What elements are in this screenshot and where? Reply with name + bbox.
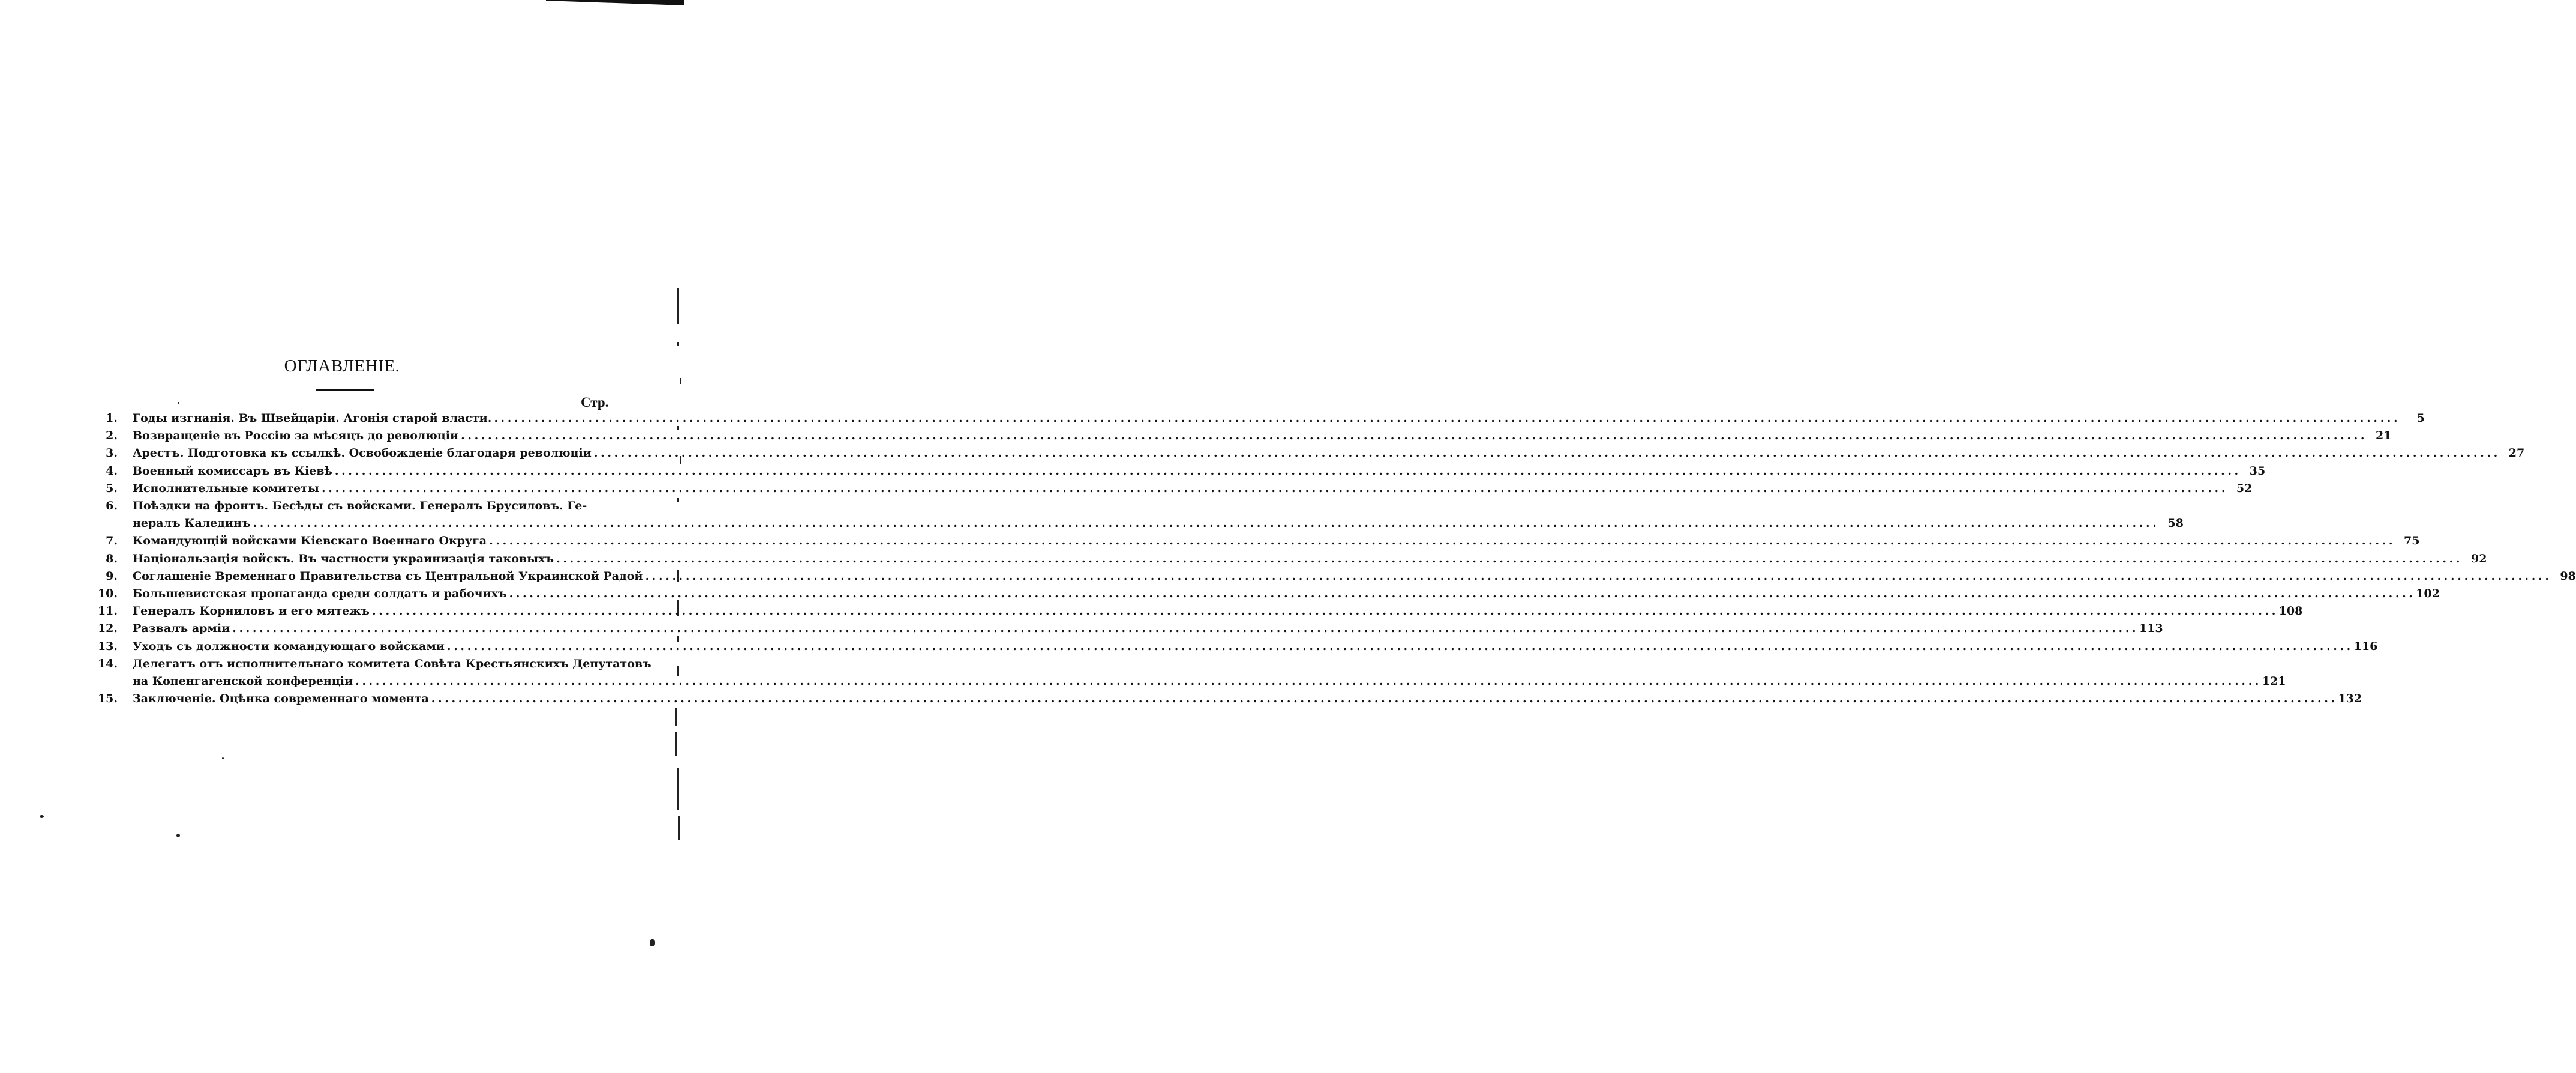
- toc-entry: [90, 638, 2378, 655]
- dot-leader: [507, 585, 2415, 603]
- toc-entry: [90, 585, 2440, 603]
- toc-entry-page: 121: [2262, 675, 2286, 688]
- toc-entry-line: [133, 690, 2362, 708]
- toc-entry: [90, 410, 2425, 427]
- toc-list: [90, 410, 2576, 708]
- toc-entry-page: 58: [2167, 517, 2184, 530]
- toc-entry-number: 3.: [106, 446, 118, 460]
- toc-entry-number: 5.: [106, 481, 118, 495]
- toc-entry: [90, 497, 2184, 532]
- toc-entry-title: Исполнительные комитеты: [133, 481, 319, 495]
- toc-entry-page: 98: [2560, 569, 2576, 583]
- toc-entry-number: 12.: [97, 622, 118, 636]
- toc-entry-line: [133, 445, 2525, 462]
- toc-entry-body: [118, 655, 2286, 690]
- dot-leader: [458, 427, 2366, 445]
- toc-entry-title: Поѣздки на фронтъ. Бесѣды съ войсками. Генералъ Брусиловъ. Ге-: [133, 499, 587, 513]
- toc-entry: [90, 550, 2487, 568]
- heading-rule: [316, 389, 374, 391]
- toc-entry-body: [118, 550, 2487, 568]
- toc-entry-number: 9.: [106, 569, 118, 583]
- toc-entry-line: [133, 410, 2425, 427]
- dot-leader: [332, 463, 2240, 480]
- dot-leader: [643, 568, 2551, 585]
- toc-entry-line: [133, 463, 2266, 480]
- toc-entry-page: 21: [2376, 429, 2392, 443]
- toc-entry-line: [133, 515, 2184, 532]
- toc-entry-number: 13.: [97, 639, 118, 653]
- toc-entry-number: 7.: [106, 534, 118, 548]
- toc-entry-title: Делегатъ отъ исполнительнаго комитета Совѣта Крестьянскихъ Депутатовъ: [133, 657, 651, 670]
- dot-leader: [487, 532, 2394, 550]
- toc-entry-line: [133, 620, 2163, 637]
- toc-entry-page: 132: [2338, 692, 2362, 706]
- toc-entry-line: [133, 638, 2378, 655]
- toc-entry: [90, 480, 2253, 497]
- toc-entry-title: Развалъ арміи: [133, 622, 230, 636]
- dot-leader: [319, 480, 2227, 497]
- toc-entry-page: 113: [2139, 622, 2163, 636]
- toc-entry-body: [118, 603, 2303, 620]
- scan-speck: [650, 939, 655, 946]
- dot-leader: [445, 638, 2352, 655]
- page-column-label: Стр.: [581, 395, 609, 410]
- toc-entry-title: Арестъ. Подготовка къ ссылкѣ. Освобожденіе благодаря революціи: [133, 446, 592, 460]
- toc-entry-number: 2.: [106, 429, 118, 443]
- toc-entry-page: 75: [2404, 534, 2420, 548]
- toc-entry-number: 1.: [106, 412, 118, 425]
- dot-leader: [230, 620, 2137, 637]
- toc-entry-number: 11.: [97, 604, 118, 618]
- toc-entry: [90, 568, 2576, 585]
- toc-entry-title: Соглашеніе Временнаго Правительства съ Центральной Украинской Радой: [133, 569, 643, 583]
- toc-entry-body: [118, 532, 2420, 550]
- toc-entry-page: 52: [2236, 481, 2253, 495]
- toc-entry-body: [118, 427, 2392, 445]
- toc-entry: [90, 690, 2362, 708]
- toc-entry: [90, 655, 2286, 690]
- dot-leader: [353, 673, 2260, 690]
- toc-entry-number: 14.: [97, 657, 118, 670]
- scan-speck: [178, 402, 179, 404]
- dot-leader: [251, 515, 2158, 532]
- toc-entry: [90, 463, 2266, 480]
- toc-entry-body: [118, 480, 2253, 497]
- toc-entry-number: 10.: [97, 587, 118, 601]
- toc-entry-page: 116: [2353, 639, 2378, 653]
- dot-leader: [554, 550, 2461, 568]
- toc-entry: [90, 532, 2420, 550]
- toc-entry-body: [118, 463, 2266, 480]
- toc-entry-title: нералъ Калединъ: [133, 517, 251, 530]
- toc-entry-body: [118, 638, 2378, 655]
- toc-entry-body: [118, 690, 2362, 708]
- scan-speck: [176, 834, 180, 837]
- toc-entry-number: 15.: [97, 692, 118, 706]
- scan-corner-shadow: [546, 0, 684, 5]
- toc-entry-title: Большевистская пропаганда среди солдатъ и рабочихъ: [133, 587, 507, 601]
- toc-entry-line: [133, 480, 2253, 497]
- toc-entry-line: [133, 532, 2420, 550]
- toc-entry-line: [133, 673, 2286, 690]
- toc-entry-body: [118, 620, 2163, 637]
- toc-entry-title: Уходъ съ должности командующаго войсками: [133, 639, 445, 653]
- toc-entry-title: Заключеніе. Оцѣнка современнаго момента: [133, 692, 429, 706]
- toc-entry-page: 108: [2278, 604, 2303, 618]
- toc-entry-page: 102: [2416, 587, 2440, 601]
- toc-entry-line: [133, 497, 610, 515]
- toc-entry-title: Возвращеніе въ Россію за мѣсяцъ до революціи: [133, 429, 459, 443]
- toc-entry-page: 35: [2249, 464, 2266, 478]
- toc-entry: [90, 603, 2303, 620]
- toc-entry-title: Командующій войсками Кіевскаго Военнаго Округа: [133, 534, 487, 548]
- toc-entry-line: [133, 603, 2303, 620]
- toc-entry-line: [133, 655, 651, 673]
- toc-entry-page: 27: [2508, 446, 2525, 460]
- toc-entry-page: 5: [2416, 412, 2425, 425]
- toc-entry-title: Годы изгнанія. Въ Швейцаріи. Агонія старой власти.: [133, 412, 492, 425]
- toc-entry-number: 4.: [106, 464, 118, 478]
- toc-entry-line: [133, 427, 2392, 445]
- toc-entry-number: 6.: [106, 499, 118, 513]
- toc-entry-body: [118, 445, 2525, 462]
- dot-leader: [429, 690, 2337, 708]
- toc-entry: [90, 620, 2163, 637]
- dot-leader: [491, 410, 2399, 427]
- toc-entry-title: Военный комиссаръ въ Кіевѣ: [133, 464, 332, 478]
- scan-speck: [222, 757, 224, 759]
- dot-leader: [370, 603, 2277, 620]
- toc-heading: ОГЛАВЛЕНІЕ.: [284, 356, 400, 376]
- toc-entry-page: 92: [2470, 552, 2487, 565]
- scan-speck: [40, 815, 44, 818]
- toc-entry-line: [133, 550, 2487, 568]
- toc-entry-body: [118, 497, 2184, 532]
- toc-entry-line: [133, 568, 2576, 585]
- toc-entry-body: [118, 568, 2576, 585]
- toc-entry-title: Генералъ Корниловъ и его мятежъ: [133, 604, 370, 618]
- toc-entry-body: [118, 585, 2440, 603]
- toc-entry: [90, 427, 2392, 445]
- dot-leader: [592, 445, 2499, 462]
- toc-entry-title: на Копенгагенской конференціи: [133, 675, 353, 688]
- toc-entry-line: [133, 585, 2440, 603]
- toc-entry-title: Національзація войскъ. Въ частности украинизація таковыхъ: [133, 552, 554, 565]
- toc-entry-number: 8.: [106, 552, 118, 565]
- toc-entry: [90, 445, 2525, 462]
- toc-entry-body: [118, 410, 2425, 427]
